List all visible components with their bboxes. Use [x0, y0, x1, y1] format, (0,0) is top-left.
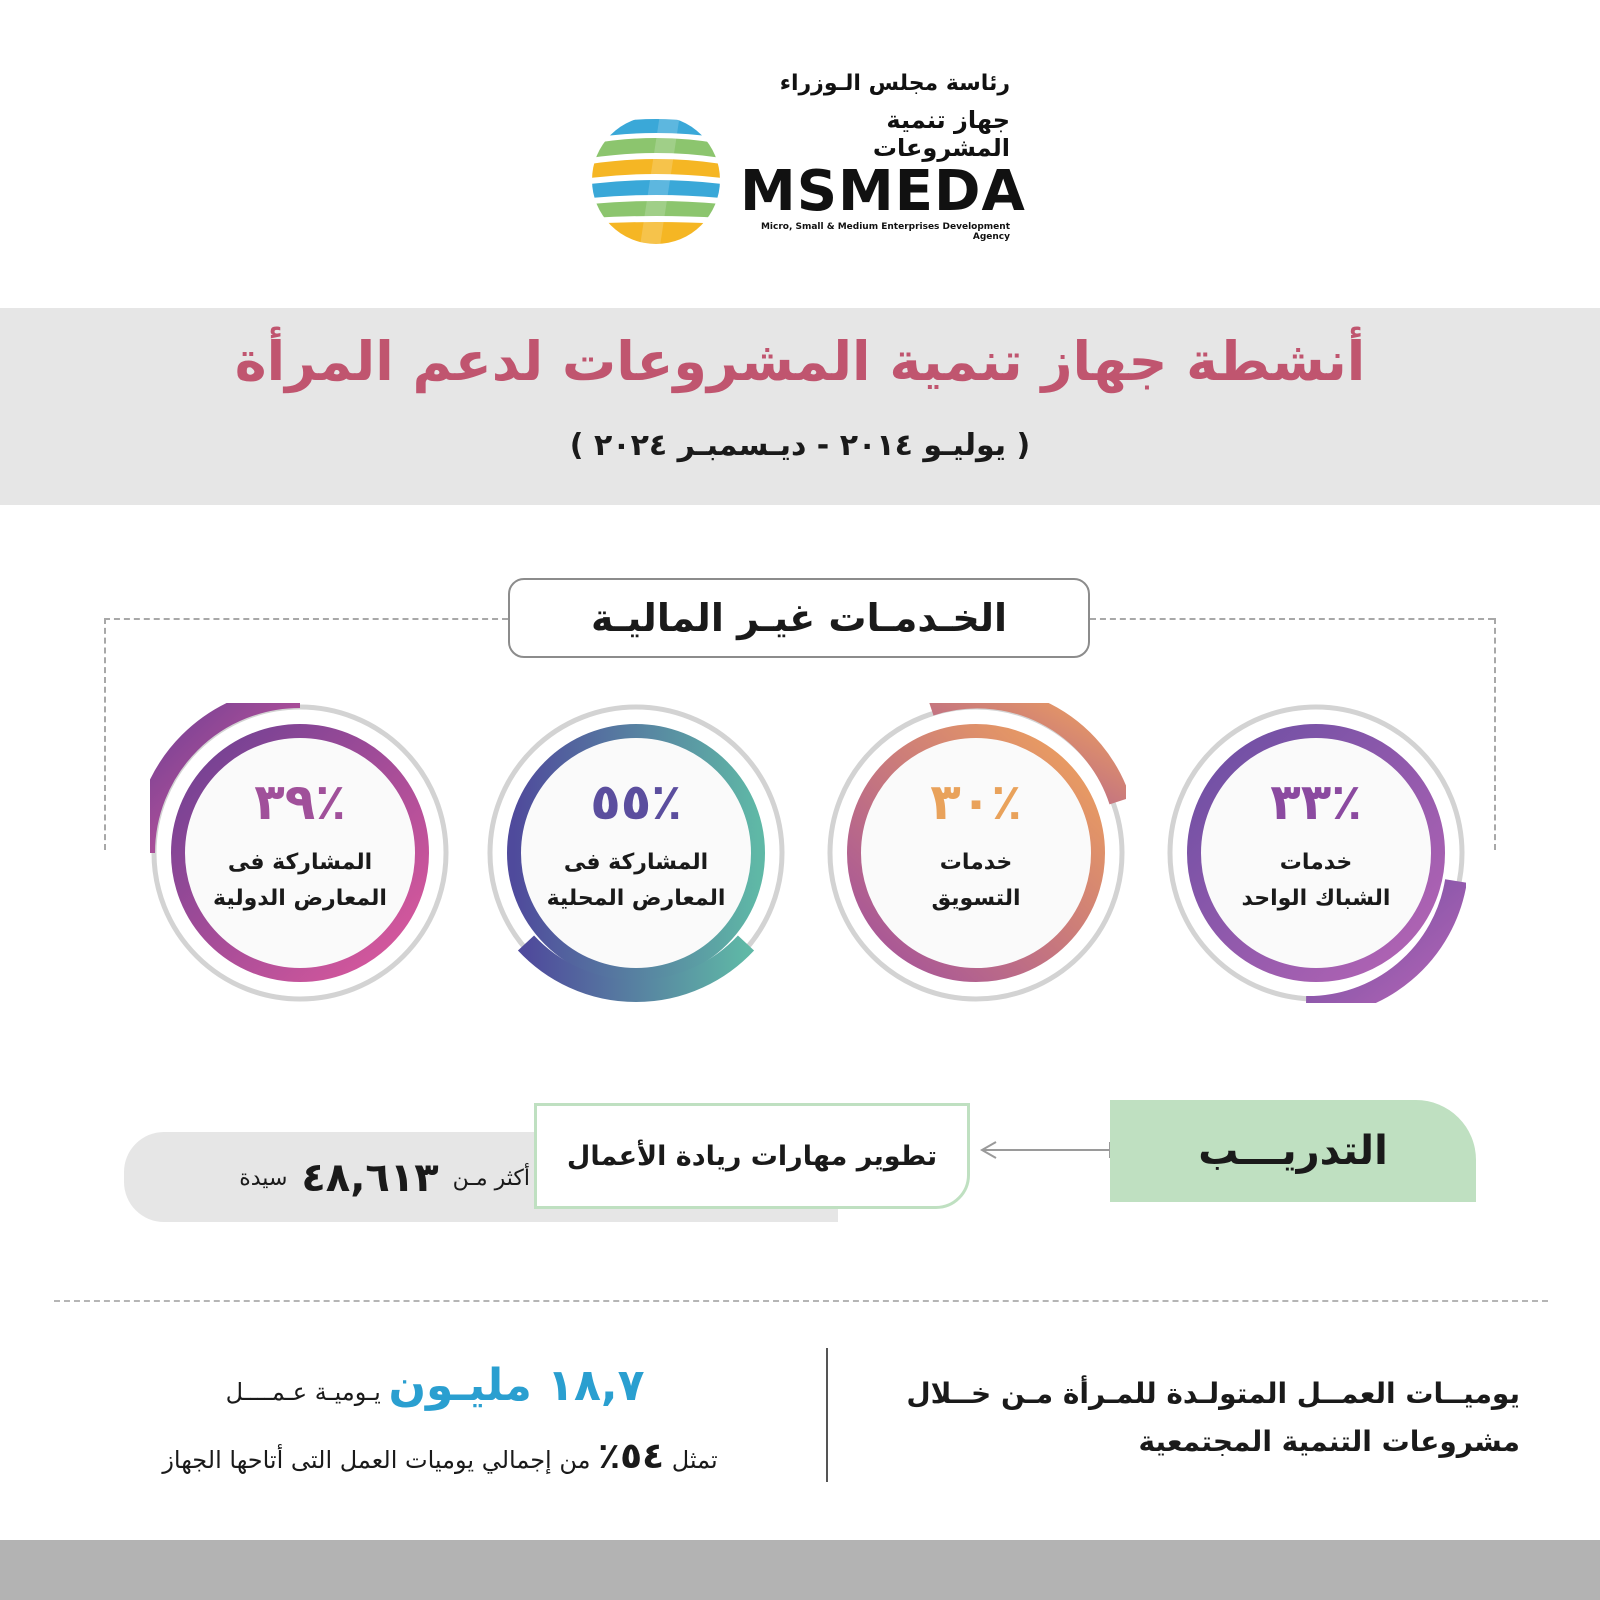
training-count	[150, 1148, 530, 1208]
workdays-share-value: ٥٤٪	[598, 1436, 665, 1477]
agency-english-name: Micro, Small & Medium Enterprises Development Agency	[760, 222, 1010, 242]
stat-value: ٥٥٪	[590, 773, 682, 831]
workdays-unit: يـوميـة عـمــــل	[225, 1378, 381, 1406]
agency-name-line2: المشروعات	[872, 134, 1010, 162]
stat-marketing	[826, 703, 1126, 1003]
footer-bar	[0, 1540, 1600, 1600]
training-count-prefix: أكثر مـن	[452, 1165, 530, 1191]
stat-value: ٣٣٪	[1270, 773, 1362, 831]
workdays-value-line	[80, 1360, 790, 1411]
connector-line-left	[104, 618, 508, 620]
training-count-value: ٤٨,٦١٣	[301, 1155, 439, 1201]
stat-label: المشاركة فى المعارض المحلية	[546, 850, 726, 911]
training-skill-box: تطوير مهارات ريادة الأعمال	[534, 1103, 970, 1209]
page-title: أنشطة جهاز تنمية المشروعات لدعم المرأة	[234, 330, 1366, 393]
stat-label: خدمات التسويق	[931, 850, 1021, 911]
stat-value: ٣٩٪	[254, 773, 346, 831]
vertical-divider	[826, 1348, 828, 1482]
stat-label: المشاركة فى المعارض الدولية	[213, 850, 387, 911]
stat-one-stop-shop	[1166, 703, 1466, 1003]
workdays-share-line: تمثل ٥٤٪ من إجمالي يوميات العمل التى أتاحها الجهاز	[162, 1436, 718, 1477]
section-divider	[54, 1300, 1548, 1302]
page-subtitle: ( يوليـو ٢٠١٤ - ديـسمبـر ٢٠٢٤ )	[569, 428, 1031, 463]
stat-value: ٣٠٪	[930, 773, 1022, 831]
training-count-unit: سيدة	[239, 1165, 288, 1191]
agency-acronym: MSMEDA	[740, 159, 1026, 224]
agency-name-line1: جهاز تنمية	[886, 106, 1010, 134]
logo	[590, 70, 1026, 260]
connector-line-right-down	[1494, 618, 1496, 850]
stat-local-exhibitions	[486, 703, 786, 1003]
section-heading-non-financial: الخـدمـات غيـر الماليـة	[508, 578, 1090, 658]
stat-international-exhibitions	[150, 703, 450, 1003]
stat-label: خدمات الشباك الواحد	[1241, 850, 1391, 911]
training-label: التدريـــب	[1110, 1100, 1476, 1202]
workdays-value: ١٨,٧ مليـون	[388, 1360, 645, 1411]
cabinet-name: رئاسة مجلس الـوزراء	[779, 71, 1010, 96]
arrow-left-icon	[976, 1138, 1112, 1162]
connector-line-left-down	[104, 618, 106, 850]
connector-line-right	[1090, 618, 1494, 620]
globe-logo-icon	[590, 114, 722, 246]
workdays-label: يوميــات العمــل المتولـدة للمـرأة مـن خــلال مشروعات التنمية المجتمعية	[906, 1377, 1520, 1458]
